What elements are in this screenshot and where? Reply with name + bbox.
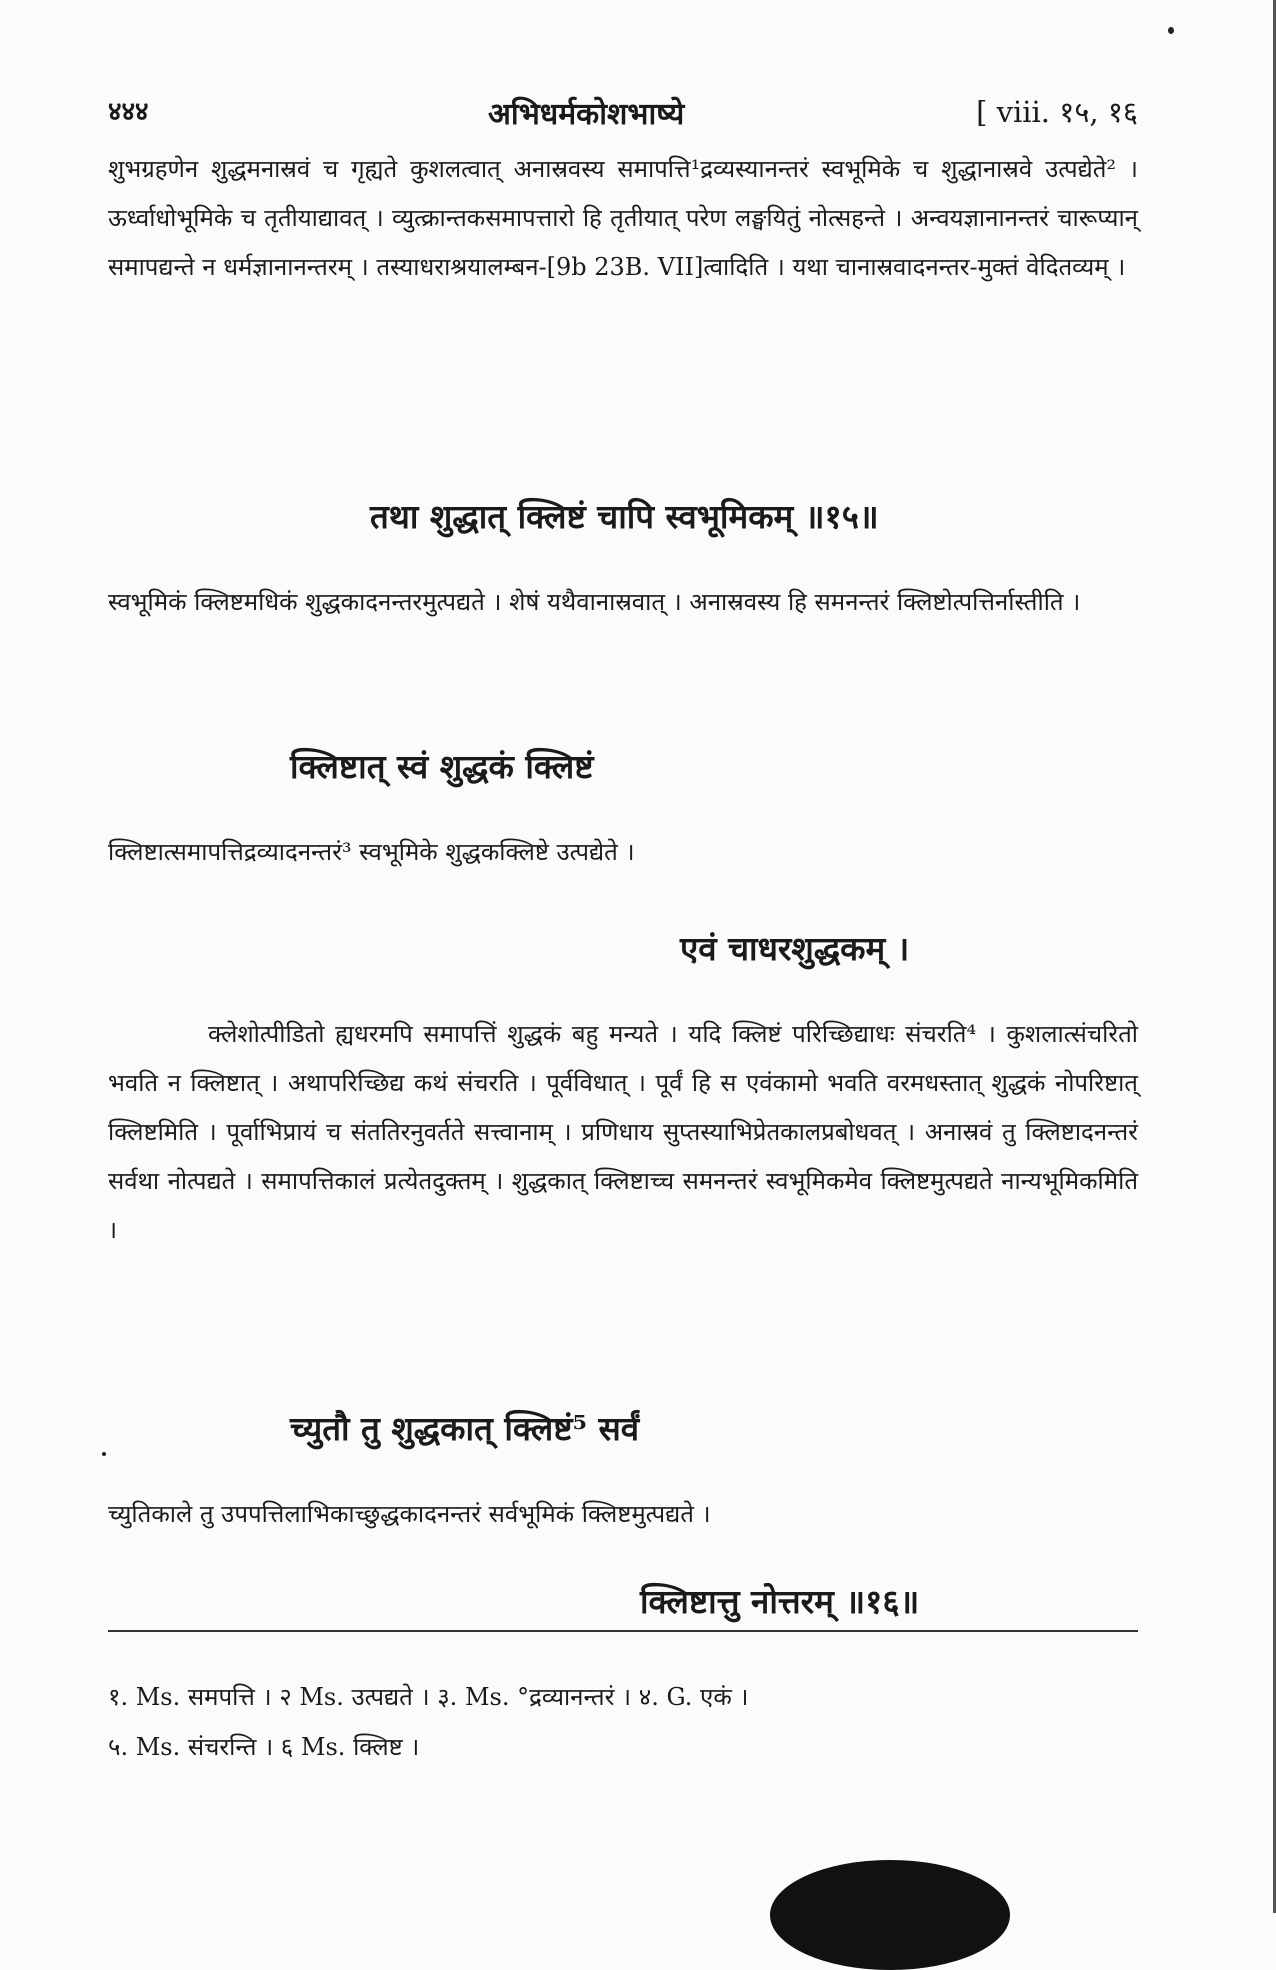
footnote-line-2: ५. Ms. संचरन्ति । ६ Ms. क्लिष्ट ।	[108, 1733, 420, 1761]
running-title: अभिधर्मकोशभाष्ये	[488, 97, 685, 132]
scan-speck	[1168, 27, 1174, 34]
scan-speck	[102, 1452, 106, 1456]
commentary-paragraph-2: स्वभूमिकं क्लिष्टमधिकं शुद्धकादनन्तरमुत्पद्यते । शेषं यथैवानास्रवात् । अनास्रवस्य हि समनन्तरं क्लिष्टोत्पत्तिर्नास्तीति ।	[108, 588, 1081, 616]
verse-15: तथा शुद्धात् क्लिष्टं चापि स्वभूमिकम् ॥१५॥	[370, 497, 879, 536]
section-reference: [ viii. १५, १६	[976, 95, 1138, 129]
verse-16d: क्लिष्टात्तु नोत्तरम् ॥१६॥	[640, 1582, 920, 1621]
verse-16c: च्युतौ तु शुद्धकात् क्लिष्टं⁵ सर्वं	[290, 1409, 640, 1448]
footnote-divider	[108, 1630, 1138, 1632]
commentary-paragraph-5: च्युतिकाले तु उपपत्तिलाभिकाच्छुद्धकादनन्तरं सर्वभूमिकं क्लिष्टमुत्पद्यते ।	[108, 1500, 711, 1528]
scanner-thumb-shadow	[770, 1860, 1010, 1970]
commentary-paragraph-3: क्लिष्टात्समापत्तिद्रव्यादनन्तरं³ स्वभूमिके शुद्धकक्लिष्टे उत्पद्येते ।	[108, 838, 635, 866]
commentary-paragraph-1: शुभग्रहणेन शुद्धमनास्रवं च गृह्यते कुशलत्वात् अनास्रवस्य समापत्ति¹द्रव्यस्यानन्तरं स्वभूमिके च शुद्धानास्रवे उत्पद्येते² । ऊर्ध्वाधोभूमिके च तृतीयाद्यावत् । व्युत्क्रान्तकसमापत्तारो हि तृतीयात् परेण लङ्घयितुं नोत्सहन्ते । अन्वयज्ञानानन्तरं चारूप्यान् समापद्यन्ते न धर्मज्ञानानन्तरम् । तस्याधराश्रयालम्बन-[9b 23B. VII]त्वादिति । यथा चानास्रवादनन्तर-मुक्तं वेदितव्यम् ।	[108, 155, 1138, 281]
commentary-paragraph-4: क्लेशोत्पीडितो ह्यधरमपि समापत्तिं शुद्धकं बहु मन्यते । यदि क्लिष्टं परिच्छिद्याधः संचरति⁴ । कुशलात्संचरितो भवति न क्लिष्टात् । अथापरिच्छिद्य कथं संचरति । पूर्वविधात् । पूर्वं हि स एवंकामो भवति वरमधस्तात् शुद्धकं नोपरिष्टात् क्लिष्टमिति । पूर्वाभिप्रायं च संततिरनुवर्तते सत्त्वानाम् । प्रणिधाय सुप्तस्याभिप्रेतकालप्रबोधवत् । अनास्रवं तु क्लिष्टादनन्तरं सर्वथा नोत्पद्यते । समापत्तिकालं प्रत्येतदुक्तम् । शुद्धकात् क्लिष्टाच्च समनन्तरं स्वभूमिकमेव क्लिष्टमुत्पद्यते नान्यभूमिकमिति ।	[108, 1020, 1138, 1244]
running-header	[108, 92, 1138, 132]
verse-16a: क्लिष्टात् स्वं शुद्धकं क्लिष्टं	[290, 747, 594, 786]
page-number: ४४४	[108, 97, 149, 127]
footnote-line-1: १. Ms. समपत्ति । २ Ms. उत्पद्यते । ३. Ms. °द्रव्यानन्तरं । ४. G. एकं ।	[108, 1683, 749, 1711]
verse-16b: एवं चाधरशुद्धकम् ।	[680, 929, 910, 968]
